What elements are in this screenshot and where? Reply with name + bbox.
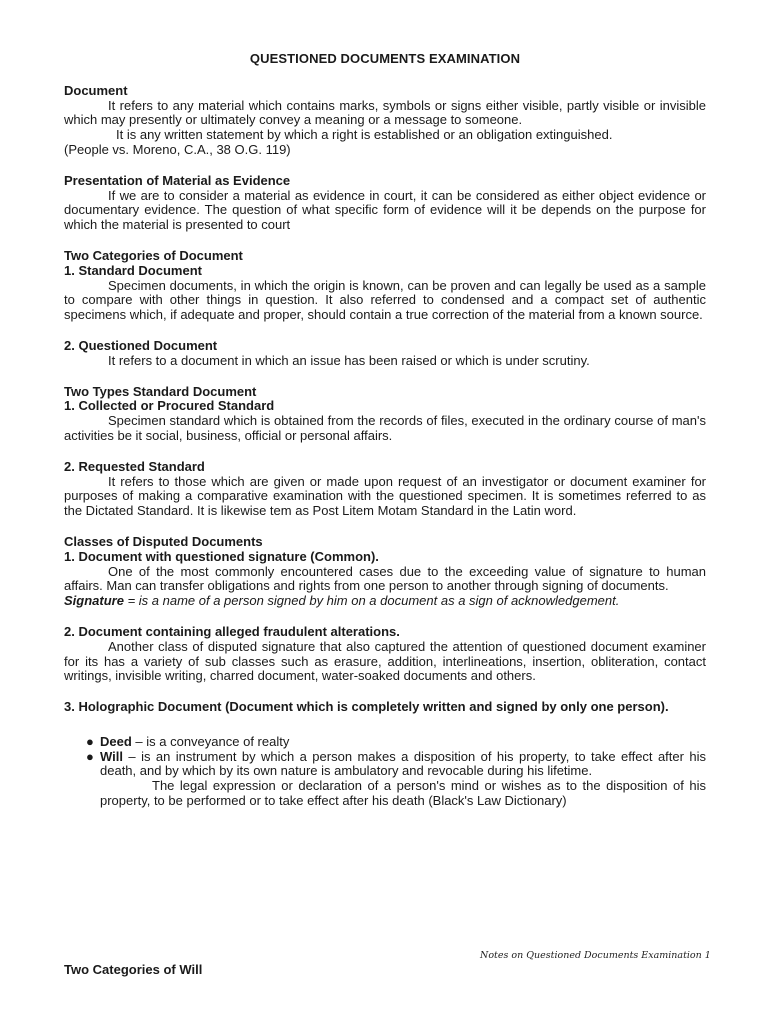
heading-two-categories-of-will: Two Categories of Will — [64, 962, 203, 977]
list-item-deed — [64, 735, 706, 750]
deed-text: – is a conveyance of realty — [131, 733, 290, 749]
will-term: Will — [100, 748, 123, 764]
bullet-dot-icon: ● — [86, 748, 94, 764]
signature-term: Signature — [64, 593, 124, 609]
subheading-holographic-document: 3. Holographic Document (Document which is completely written and signed by only one person). — [64, 699, 669, 715]
collected-standard-paragraph: Specimen standard which is obtained from the records of files, executed in the ordinary course of man's activities be it social, business, official or personal affairs. — [64, 413, 706, 443]
questioned-document-paragraph: It refers to a document in which an issue has been raised or which is under scrutiny. — [108, 352, 590, 368]
document-citation: (People vs. Moreno, C.A., 38 O.G. 119) — [64, 141, 291, 157]
subheading-standard-document: 1. Standard Document — [64, 262, 202, 278]
signature-definition — [64, 594, 706, 609]
subheading-questioned-document: 2. Questioned Document — [64, 337, 218, 353]
requested-standard-paragraph: It refers to those which are given or made upon request of an investigator or document examiner for purposes of making a comparative examination with the questioned specimen. It is sometimes referred to as the Dictated Standard. It is likewise tem as Post Litem Motam Standard in the Latin word. — [64, 473, 706, 519]
fraudulent-alterations-paragraph: Another class of disputed signature that also captured the attention of questioned document examiner for its has a variety of sub classes such as erasure, addition, interlineations, insertion, obliteration, contact writings, invisible writing, charred document, water-soaked documents and others. — [64, 638, 706, 684]
footer-note: Notes on Questioned Documents Examination 1 — [480, 950, 711, 961]
document-page — [64, 52, 706, 809]
presentation-paragraph: If we are to consider a material as evidence in court, it can be considered as either object evidence or documentary evidence. The question of what specific form of evidence will it be depends on the purpose for which the material is presented to court — [64, 187, 706, 233]
heading-classes: Classes of Disputed Documents — [64, 533, 263, 549]
questioned-signature-paragraph: One of the most commonly encountered cases due to the exceeding value of signature to human affairs. Man can transfer obligations and rights from one person to another through signing of documents. — [64, 563, 706, 594]
subheading-questioned-signature: 1. Document with questioned signature (Common). — [64, 548, 379, 564]
heading-two-types: Two Types Standard Document — [64, 383, 257, 399]
list-item-will — [64, 750, 706, 780]
deed-term: Deed — [100, 733, 132, 749]
page-title: QUESTIONED DOCUMENTS EXAMINATION — [249, 51, 521, 66]
holographic-bullet-list — [64, 735, 706, 779]
heading-two-categories: Two Categories of Document — [64, 247, 243, 263]
signature-meaning: = is a name of a person signed by him on a document as a sign of acknowledgement. — [123, 593, 620, 609]
standard-document-paragraph: Specimen documents, in which the origin is known, can be proven and can legally be used as a sample to compare with other things in question. It also referred to condensed and a compact set of authentic specimens which, if adequate and proper, should contain a true correction of the material from a known source. — [64, 277, 706, 323]
will-legal-expression: The legal expression or declaration of a person's mind or wishes as to the disposition of his property, to be performed or to take effect after his death (Black's Law Dictionary) — [100, 778, 706, 809]
subheading-requested-standard: 2. Requested Standard — [64, 458, 205, 474]
document-written-statement: It is any written statement by which a right is established or an obligation extinguished. — [116, 127, 613, 143]
heading-document: Document — [64, 82, 128, 98]
document-definition: It refers to any material which contains marks, symbols or signs either visible, partly visible or invisible which may presently or ultimately convey a meaning or a message to someone. — [64, 97, 706, 128]
bullet-dot-icon: ● — [86, 733, 94, 749]
will-text: – is an instrument by which a person makes a disposition of his property, to take effect after his death, and by which by its own nature is ambulatory and revocable during his lifetime. — [100, 748, 706, 779]
subheading-collected-standard: 1. Collected or Procured Standard — [64, 398, 275, 414]
subheading-fraudulent-alterations: 2. Document containing alleged fraudulent alterations. — [64, 623, 400, 639]
heading-presentation: Presentation of Material as Evidence — [64, 172, 291, 188]
